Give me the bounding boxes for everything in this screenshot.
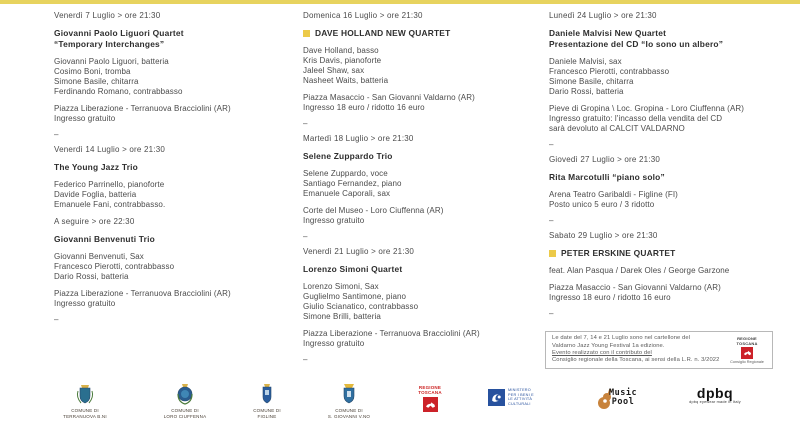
event-detail-lines <box>303 329 553 349</box>
event-title <box>303 28 553 39</box>
yellow-square-icon <box>549 250 556 257</box>
loro-ciuffenna-crest-icon <box>175 383 195 406</box>
event-title <box>54 162 304 173</box>
event-title-line: Giovanni Benvenuti Trio <box>54 234 155 244</box>
event-date: Venerdì 7 Luglio > ore 21:30 <box>54 11 161 20</box>
commune-label: TERRANUOVA B.NI <box>63 413 107 419</box>
dpbq-tagline: dpbq eyewear made in Italy <box>689 400 741 404</box>
event-date: Martedì 18 Luglio > ore 21:30 <box>303 134 414 143</box>
event-title-line: Daniele Malvisi New Quartet <box>549 28 667 38</box>
event-detail-lines <box>54 252 304 282</box>
event-detail-lines <box>303 93 553 113</box>
yellow-square-icon <box>303 30 310 37</box>
regione-toscana-consiglio-logo <box>726 336 768 365</box>
separator: – <box>54 130 59 139</box>
regione-label: REGIONE <box>418 385 442 390</box>
event-text-line: Lorenzo Simoni, Sax <box>303 282 379 291</box>
separator: – <box>549 216 554 225</box>
funding-note-box <box>545 331 773 369</box>
event-detail-lines <box>54 289 304 309</box>
event-title <box>549 248 799 259</box>
event-text-line: Pieve di Gropina \ Loc. Gropina - Loro Ciuffenna (AR) <box>549 104 745 113</box>
event-detail-lines <box>303 169 553 199</box>
event-text-line: Piazza Liberazione - Terranuova Bracciolini (AR) <box>54 289 231 298</box>
event-text-line: Dario Rossi, batteria <box>549 87 624 96</box>
event-text-line: Simone Basile, chitarra <box>54 77 139 86</box>
event-title <box>303 264 553 275</box>
regione-toscana-pegasus-icon <box>741 347 753 359</box>
event-text-line: Davide Foglia, batteria <box>54 190 137 199</box>
logo-music-pool <box>596 388 651 410</box>
event-date: A seguire > ore 22:30 <box>54 217 135 226</box>
event-text-line: Piazza Liberazione - Terranuova Bracciolini (AR) <box>303 329 480 338</box>
ministero-label-line: PER I BENI E <box>508 392 534 397</box>
terranuova-crest-icon <box>75 383 95 406</box>
event-text-line: Giovanni Benvenuti, Sax <box>54 252 144 261</box>
event-text-line: Simone Basile, chitarra <box>549 77 634 86</box>
commune-label: COMUNE DI <box>335 408 363 413</box>
ministero-label-line: LE ATTIVITÀ <box>508 397 533 402</box>
separator: – <box>303 232 308 241</box>
event-title-line: Rita Marcotulli “piano solo” <box>549 172 665 182</box>
event-text-line: Cosimo Boni, tromba <box>54 67 131 76</box>
event-detail-lines <box>54 57 304 97</box>
event-text-line: Ingresso gratuito <box>54 299 116 308</box>
music-pool-label <box>609 389 637 407</box>
event-detail-lines <box>303 206 553 226</box>
event-text-line: Francesco Pierotti, contrabbasso <box>549 67 670 76</box>
separator: – <box>549 309 554 318</box>
event-title-line: Presentazione del CD “Io sono un albero” <box>549 39 724 49</box>
separator: – <box>54 315 59 324</box>
event-text-line: Ingresso gratuito <box>54 114 116 123</box>
event-detail-lines <box>549 190 799 210</box>
commune-label: COMUNE DI <box>253 408 281 413</box>
event-date: Venerdì 14 Luglio > ore 21:30 <box>54 145 165 154</box>
pool-label: Pool <box>611 397 635 407</box>
event-detail-lines <box>54 180 304 210</box>
event-text-line: Selene Zuppardo, voce <box>303 169 388 178</box>
funding-note-line: Valdarno Jazz Young Festival 1a edizione. <box>552 342 665 349</box>
event-text-line: Santiago Fernandez, piano <box>303 179 402 188</box>
logo-ministero-beni-culturali <box>488 388 554 406</box>
event-text-line: Ingresso 18 euro / ridotto 16 euro <box>549 293 671 302</box>
event-text-line: Emanuele Fani, contrabbasso. <box>54 200 166 209</box>
commune-label: LORO CIUFFENNA <box>163 413 207 419</box>
program-column-2 <box>303 11 553 370</box>
regione-toscana-label: REGIONE TOSCANA <box>736 335 758 346</box>
funding-note-line: Evento realizzato con il contributo del <box>552 350 652 356</box>
event-text-line: Jaleel Shaw, sax <box>303 66 365 75</box>
event-title-line: The Young Jazz Trio <box>54 162 138 172</box>
top-accent-bar <box>0 0 800 4</box>
event-title-line: Giovanni Paolo Liguori Quartet <box>54 28 184 38</box>
event-text-line: Dario Rossi, batteria <box>54 272 129 281</box>
event-detail-lines <box>549 104 799 134</box>
event-detail-lines <box>549 266 799 276</box>
event-date: Domenica 16 Luglio > ore 21:30 <box>303 11 423 20</box>
logo-comune-loro-ciuffenna <box>152 383 218 419</box>
event-text-line: Piazza Masaccio - San Giovanni Valdarno (AR) <box>549 283 721 292</box>
event-detail-lines <box>303 282 553 322</box>
event-text-line: Simone Brilli, batteria <box>303 312 381 321</box>
program-column-3 <box>549 11 799 324</box>
separator: – <box>549 140 554 149</box>
logo-regione-toscana <box>408 385 452 412</box>
logo-comune-san-giovanni <box>314 383 384 419</box>
funding-note-line: Le date del 7, 14 e 21 Luglio sono nel cartellone del <box>552 335 691 342</box>
event-text-line: Daniele Malvisi, sax <box>549 57 622 66</box>
ministero-emblem-icon <box>488 389 505 406</box>
event-text-line: Piazza Masaccio - San Giovanni Valdarno (AR) <box>303 93 475 102</box>
event-text-line: Arena Teatro Garibaldi - Figline (FI) <box>549 190 678 199</box>
event-text-line: Corte del Museo - Loro Ciuffenna (AR) <box>303 206 444 215</box>
event-text-line: Piazza Liberazione - Terranuova Bracciolini (AR) <box>54 104 231 113</box>
sponsor-logos-row <box>0 383 800 425</box>
event-text-line: Emanuele Caporali, sax <box>303 189 391 198</box>
event-text-line: Posto unico 5 euro / 3 ridotto <box>549 200 655 209</box>
event-text-line: feat. Alan Pasqua / Darek Oles / George Garzone <box>549 266 730 275</box>
event-title <box>54 234 304 245</box>
event-text-line: Dave Holland, basso <box>303 46 379 55</box>
toscana-label: TOSCANA <box>418 390 442 395</box>
event-title <box>54 28 304 50</box>
event-text-line: Federico Parrinello, pianoforte <box>54 180 165 189</box>
event-detail-lines <box>549 283 799 303</box>
commune-label: COMUNE DI <box>71 408 99 413</box>
event-title <box>549 28 799 50</box>
funding-note-line: Consiglio regionale della Toscana, ai sensi della L.R. n. 3/2022 <box>552 357 720 364</box>
dpbq-wordmark: dpbq <box>696 385 734 401</box>
program-column-1 <box>54 11 304 330</box>
music-label: Music <box>609 388 638 398</box>
event-title <box>303 151 553 162</box>
event-text-line: Guglielmo Santimone, piano <box>303 292 407 301</box>
event-text-line: Nasheet Waits, batteria <box>303 76 389 85</box>
event-text-line: Ferdinando Romano, contrabbasso <box>54 87 183 96</box>
ministero-label <box>508 388 534 406</box>
commune-label: COMUNE DI <box>171 408 199 413</box>
event-detail-lines <box>54 104 304 124</box>
san-giovanni-crest-icon <box>339 383 359 406</box>
consiglio-regionale-label: Consiglio Regionale <box>730 359 764 364</box>
logo-comune-figline <box>240 383 294 419</box>
event-date: Giovedì 27 Luglio > ore 21:30 <box>549 155 660 164</box>
event-text-line: Giovanni Paolo Liguori, batteria <box>54 57 169 66</box>
event-text-line: Kris Davis, pianoforte <box>303 56 382 65</box>
event-text-line: Francesco Pierotti, contrabbasso <box>54 262 175 271</box>
event-date: Sabato 29 Luglio > ore 21:30 <box>549 231 658 240</box>
event-title-line: “Temporary Interchanges” <box>54 39 165 49</box>
event-text-line: Ingresso gratuito: l'incasso della vendita del CD <box>549 114 723 123</box>
funding-note-text <box>552 335 726 365</box>
event-title-line: DAVE HOLLAND NEW QUARTET <box>303 28 553 39</box>
logo-dpbq <box>682 386 748 405</box>
event-text-line: sarà devoluto al CALCIT VALDARNO <box>549 124 685 133</box>
event-detail-lines <box>549 57 799 97</box>
commune-label: S. GIOVANNI V.NO <box>327 413 371 419</box>
figline-crest-icon <box>260 383 274 406</box>
ministero-label-line: MINISTERO <box>508 388 531 392</box>
event-title-line: PETER ERSKINE QUARTET <box>549 248 799 259</box>
event-text-line: Giulio Scianatico, contrabbasso <box>303 302 419 311</box>
event-text-line: Ingresso gratuito <box>303 339 365 348</box>
event-date: Lunedì 24 Luglio > ore 21:30 <box>549 11 657 20</box>
separator: – <box>303 355 308 364</box>
event-text-line: Ingresso 18 euro / ridotto 16 euro <box>303 103 425 112</box>
event-title-line: Lorenzo Simoni Quartet <box>303 264 403 274</box>
commune-label: FIGLINE <box>257 413 277 419</box>
event-detail-lines <box>303 46 553 86</box>
logo-comune-terranuova <box>56 383 114 419</box>
regione-toscana-pegasus-icon <box>423 397 438 412</box>
event-title-line: Selene Zuppardo Trio <box>303 151 393 161</box>
event-date: Venerdì 21 Luglio > ore 21:30 <box>303 247 414 256</box>
event-text-line: Ingresso gratuito <box>303 216 365 225</box>
separator: – <box>303 119 308 128</box>
event-title <box>549 172 799 183</box>
ministero-label-line: CULTURALI <box>508 401 531 406</box>
